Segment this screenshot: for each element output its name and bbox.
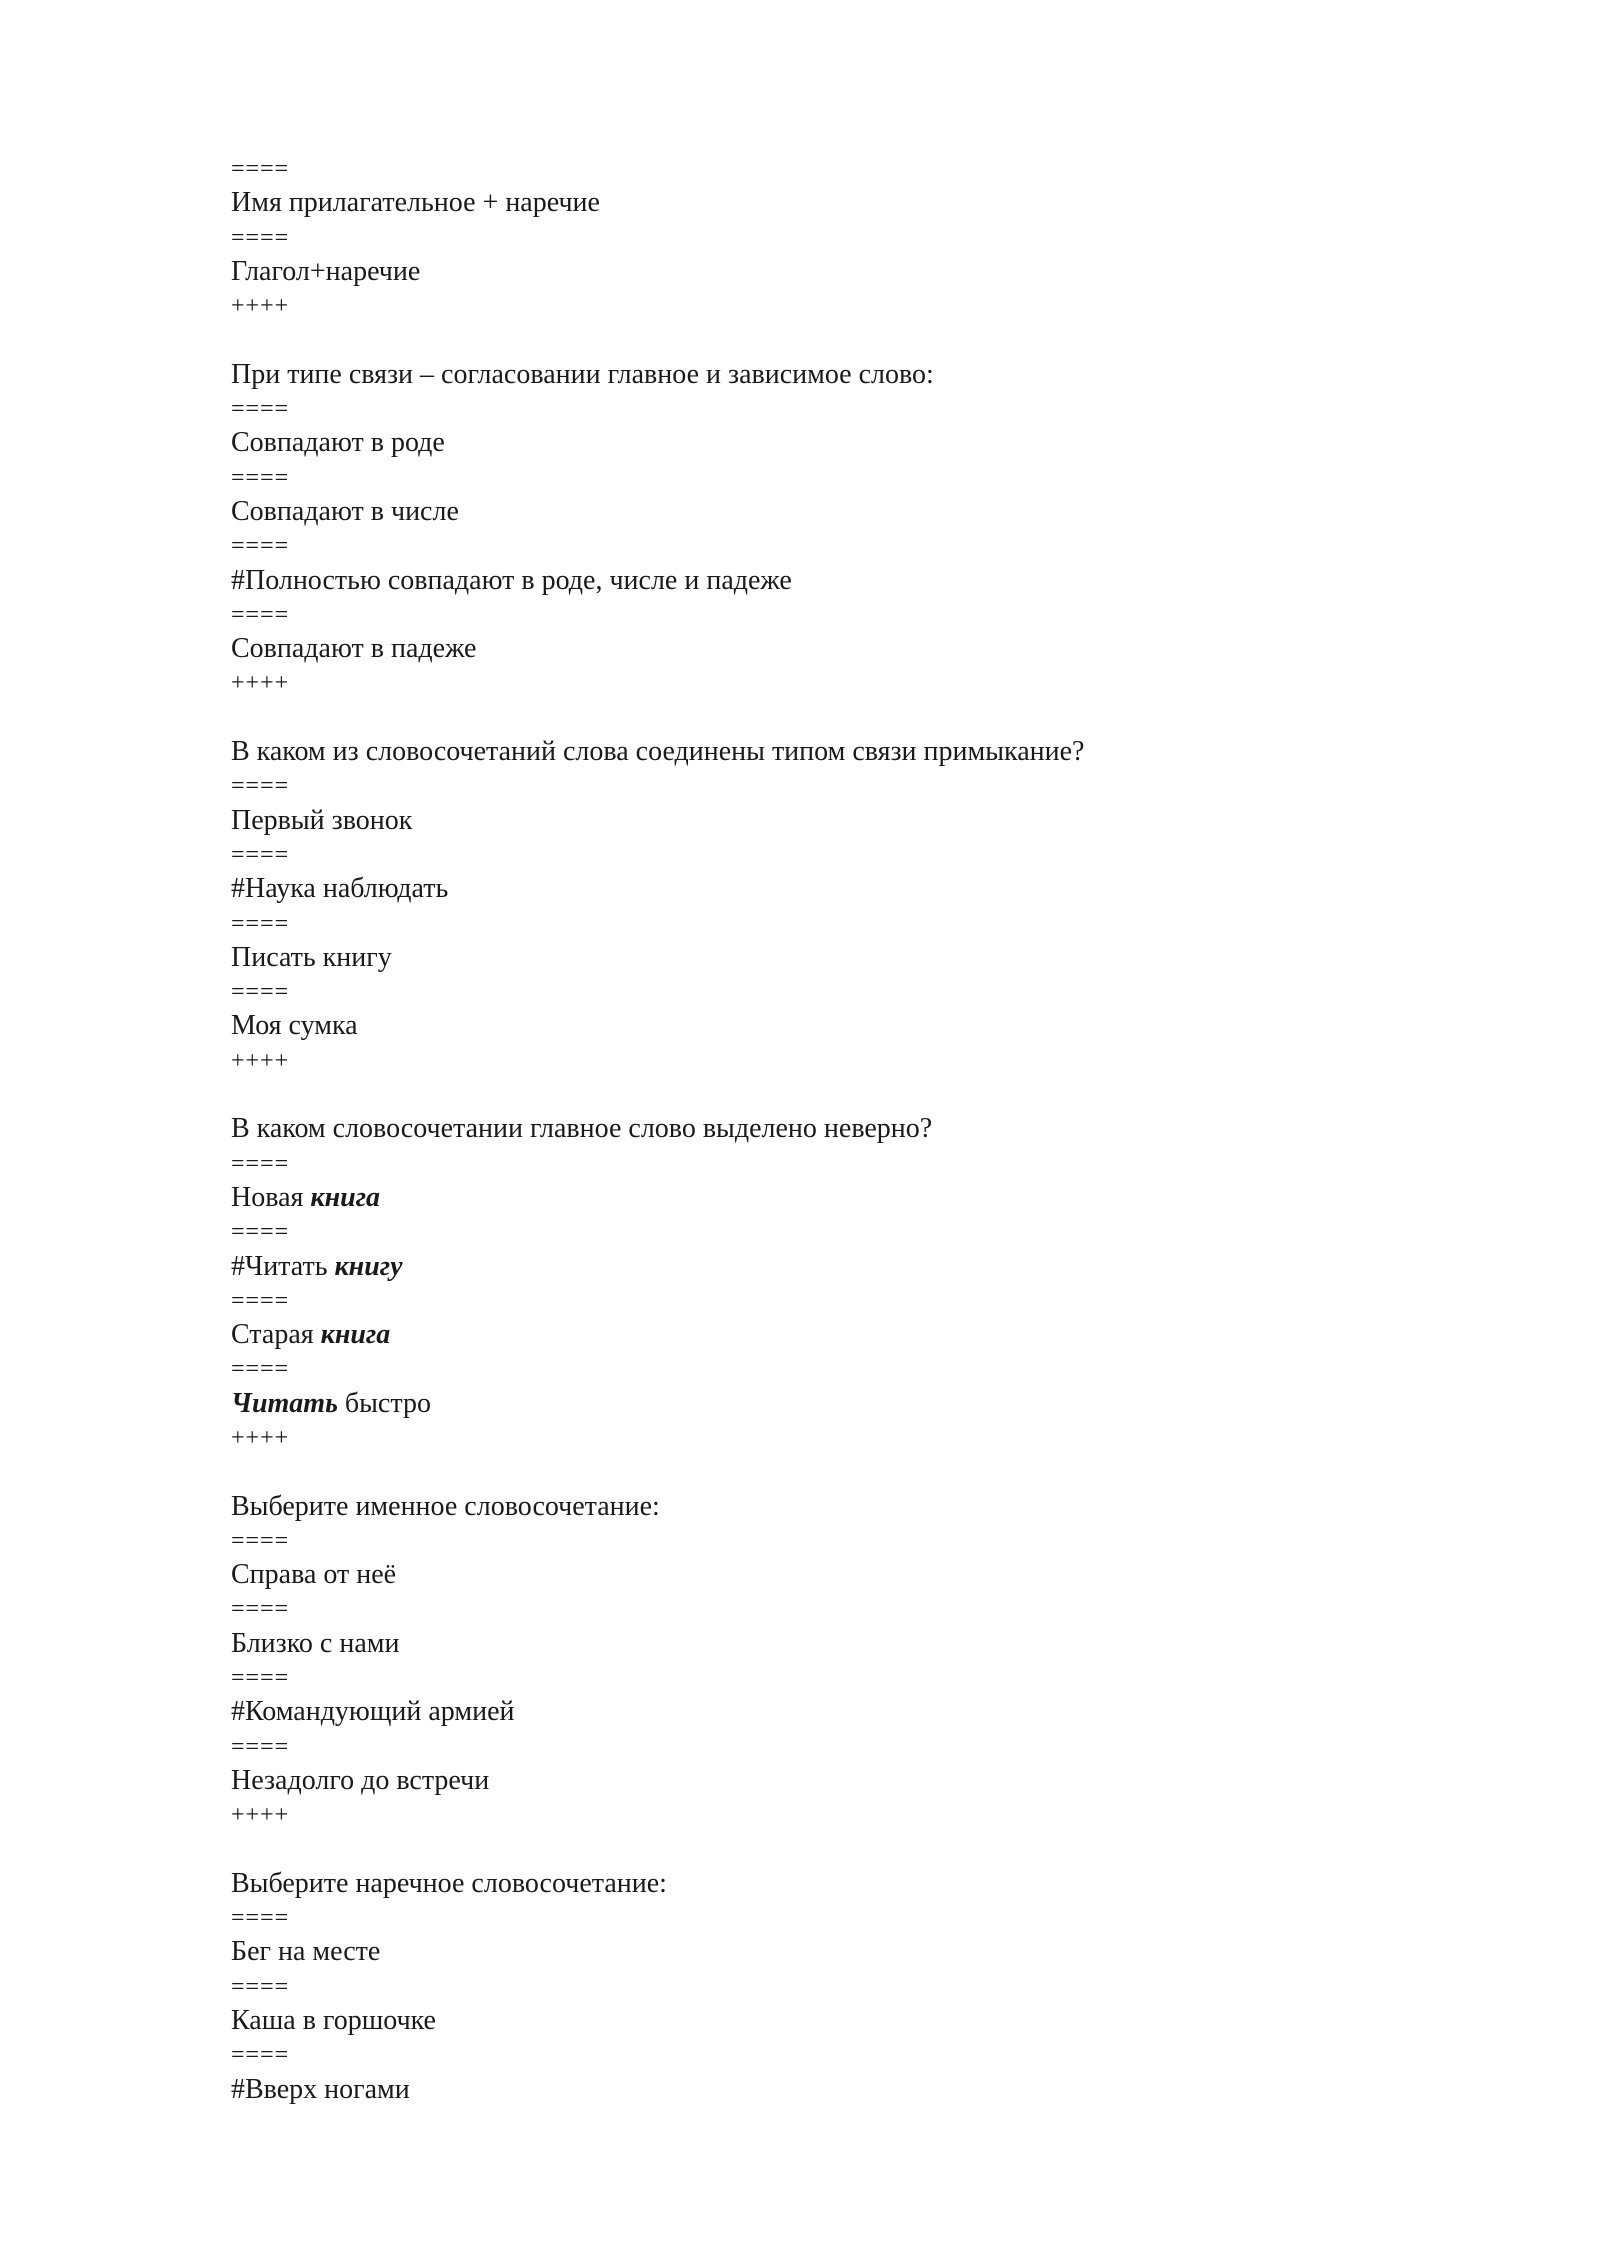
option-separator: ==== [231, 1287, 290, 1314]
answer-option: Имя прилагательное + наречие [231, 187, 600, 219]
answer-option: Моя сумка [231, 1010, 358, 1042]
option-separator: ==== [231, 396, 290, 423]
answer-option: Близко с нами [231, 1627, 400, 1659]
question-separator: ++++ [231, 1424, 290, 1451]
question-text: В каком словосочетании главное слово выделено неверно? [231, 1113, 933, 1145]
option-emphasized-word: книга [310, 1181, 381, 1213]
option-separator: ==== [231, 1219, 290, 1246]
answer-option-correct [231, 1250, 1431, 1284]
answer-option: Совпадают в числе [231, 495, 459, 527]
option-separator: ==== [231, 1527, 290, 1554]
question-text: При типе связи – согласовании главное и зависимое слово: [231, 358, 934, 390]
blank-line [231, 1833, 1431, 1867]
answer-option: Глагол+наречие [231, 255, 421, 287]
option-separator: ==== [231, 1596, 290, 1623]
answer-option-correct: #Наука наблюдать [231, 873, 449, 905]
option-separator: ==== [231, 533, 290, 560]
option-plain-text: Новая [231, 1181, 311, 1213]
option-plain-text: #Читать [231, 1250, 335, 1282]
option-separator: ==== [231, 2042, 290, 2069]
option-plain-text: Старая [231, 1319, 321, 1351]
answer-option: Совпадают в падеже [231, 633, 477, 665]
option-separator: ==== [231, 1150, 290, 1177]
option-separator: ==== [231, 910, 290, 937]
option-separator: ==== [231, 464, 290, 491]
option-separator: ==== [231, 601, 290, 628]
option-separator: ==== [231, 1733, 290, 1760]
option-plain-text: быстро [337, 1387, 431, 1419]
question-separator: ++++ [231, 293, 290, 320]
answer-option: Каша в горшочке [231, 2005, 436, 2037]
answer-option [231, 1181, 1431, 1215]
answer-option: Незадолго до встречи [231, 1764, 490, 1796]
option-separator: ==== [231, 773, 290, 800]
answer-option: Первый звонок [231, 804, 413, 836]
answer-option-correct: #Полностью совпадают в роде, числе и падеже [231, 564, 792, 596]
option-emphasized-word: книгу [334, 1250, 403, 1282]
question-separator: ++++ [231, 1802, 290, 1829]
option-separator: ==== [231, 1356, 290, 1383]
question-separator: ++++ [231, 670, 290, 697]
question-text: Выберите именное словосочетание: [231, 1490, 660, 1522]
document-body [231, 152, 1431, 2107]
answer-option: Бег на месте [231, 1936, 381, 1968]
blank-line [231, 1455, 1431, 1489]
option-separator: ==== [231, 224, 290, 251]
option-separator: ==== [231, 1665, 290, 1692]
answer-option: Писать книгу [231, 941, 392, 973]
blank-line [231, 323, 1431, 357]
option-emphasized-word: книга [320, 1319, 391, 1351]
answer-option: Совпадают в роде [231, 427, 445, 459]
option-separator: ==== [231, 1973, 290, 2000]
question-text: В каком из словосочетаний слова соединены типом связи примыкание? [231, 736, 1085, 768]
blank-line [231, 701, 1431, 735]
question-separator: ++++ [231, 1047, 290, 1074]
answer-option: Справа от неё [231, 1559, 397, 1591]
answer-option [231, 1387, 1431, 1421]
option-separator: ==== [231, 1905, 290, 1932]
answer-option-correct: #Вверх ногами [231, 2073, 410, 2105]
question-text: Выберите наречное словосочетание: [231, 1867, 667, 1899]
option-separator: ==== [231, 841, 290, 868]
option-emphasized-word: Читать [231, 1387, 338, 1419]
option-separator: ==== [231, 156, 290, 182]
option-separator: ==== [231, 979, 290, 1006]
answer-option-correct: #Командующий армией [231, 1696, 515, 1728]
blank-line [231, 1078, 1431, 1112]
answer-option [231, 1318, 1431, 1352]
